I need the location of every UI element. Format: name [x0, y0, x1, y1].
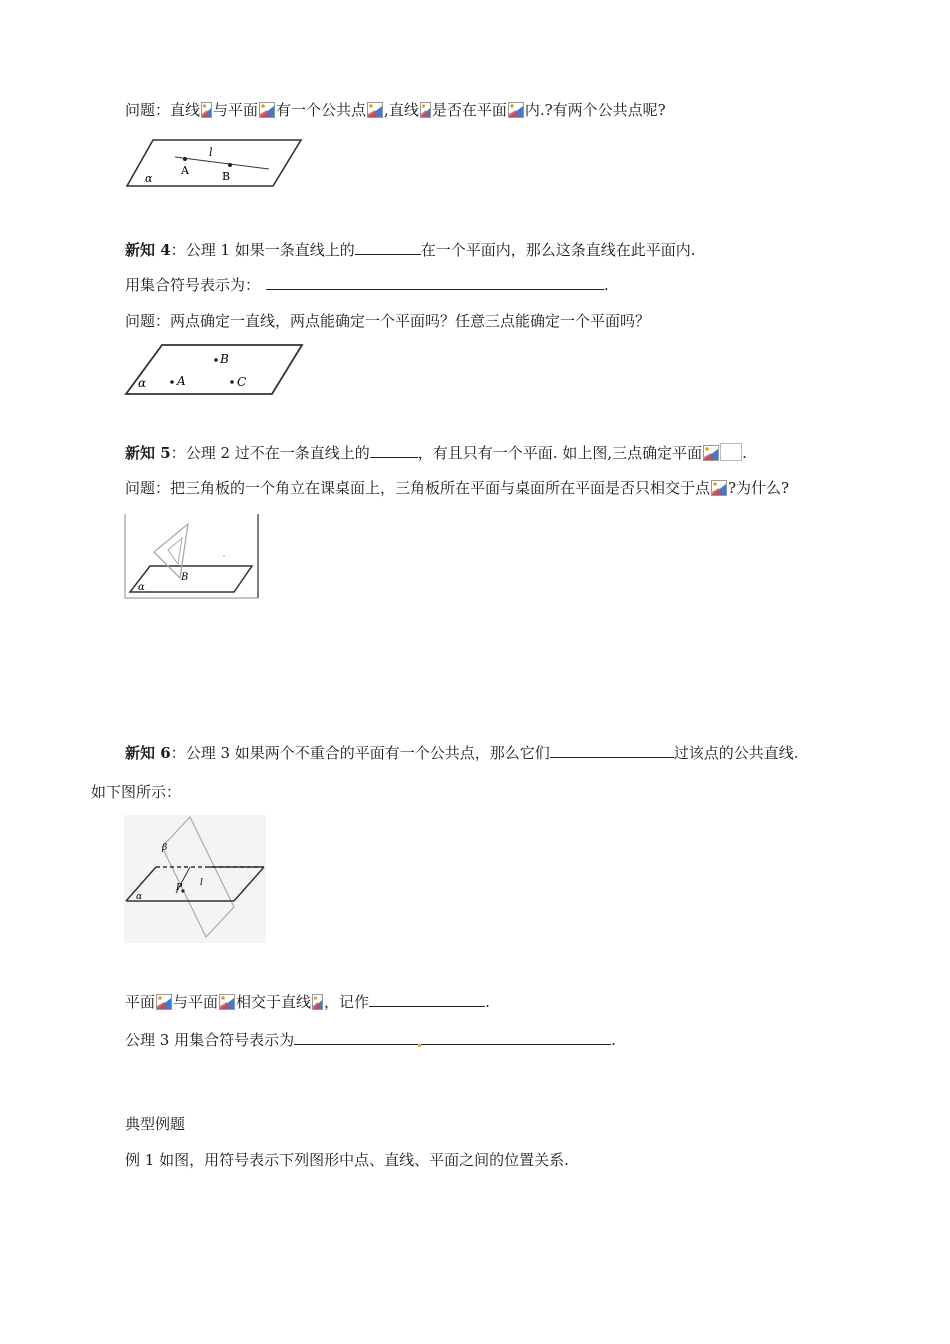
- rel-end: .: [485, 993, 490, 1011]
- broken-image-icon: [508, 102, 524, 118]
- nk6-label: 新知 6: [125, 744, 171, 762]
- fig1-label-alpha: α: [145, 172, 153, 185]
- question-1: [125, 100, 666, 120]
- fig2-label-c: C: [237, 375, 247, 389]
- fig4-label-beta: β: [162, 843, 168, 853]
- set1-end: .: [604, 276, 609, 294]
- fig2-label-a: A: [177, 374, 186, 388]
- q1-text-6: 内.?有两个公共点呢?: [524, 101, 666, 119]
- q1-text-1: 问题：直线: [125, 101, 201, 119]
- rel-text-1: 平面: [125, 993, 156, 1011]
- image-placeholder-box: [720, 443, 742, 461]
- q1-text-5: 是否在平面: [431, 101, 507, 119]
- q1-text-2: 与平面: [213, 101, 259, 119]
- nk4-colon: ：: [170, 241, 186, 259]
- nk4-blank: [355, 240, 421, 255]
- new-knowledge-5: [125, 443, 747, 463]
- broken-image-icon: [259, 102, 275, 118]
- nk5-blank: [370, 443, 418, 458]
- fig3-label-alpha: α: [138, 582, 145, 593]
- nk5-end: .: [742, 444, 747, 462]
- nk4-text-1: 公理 1 如果一条直线上的: [185, 241, 355, 259]
- broken-image-icon: [703, 445, 719, 461]
- new-knowledge-6: [125, 743, 799, 763]
- nk6-blank: [550, 743, 674, 758]
- q1-text-4: ,直线: [384, 101, 419, 119]
- broken-image-icon: [367, 102, 383, 118]
- typical-examples-heading: [125, 1114, 185, 1134]
- ax3-end: .: [611, 1031, 616, 1049]
- nk6-text-2: 过该点的公共直线.: [673, 744, 799, 762]
- fig2-label-alpha: α: [138, 376, 147, 390]
- question-3: [125, 478, 789, 498]
- rel-text-2: 与平面: [173, 993, 219, 1011]
- broken-image-icon: [219, 994, 235, 1010]
- broken-image-icon: [420, 102, 431, 118]
- planes-intersect-line: [125, 992, 490, 1012]
- q3-text-1: 问题：把三角板的一个角立在课桌面上，三角板所在平面与桌面所在平面是否只相交于点: [125, 479, 711, 497]
- rel-text-4: ，记作: [324, 993, 370, 1011]
- question-2: [125, 311, 650, 331]
- ex1-text: 例 1 如图，用符号表示下列图形中点、直线、平面之间的位置关系.: [125, 1151, 569, 1169]
- figure-line-in-plane: [125, 136, 305, 192]
- rel-text-3: 相交于直线: [236, 993, 312, 1011]
- broken-image-icon: [156, 994, 172, 1010]
- nk5-label: 新知 5: [125, 444, 171, 462]
- nk5-text-1: 公理 2 过不在一条直线上的: [185, 444, 370, 462]
- fig2-label-b: B: [220, 352, 229, 366]
- fig4-label-alpha: α: [136, 892, 143, 902]
- nk6-text-1: 公理 3 如果两个不重合的平面有一个公共点，那么它们: [185, 744, 550, 762]
- rel-blank: [369, 992, 485, 1007]
- q3-text-2: ?为什么?: [728, 479, 790, 497]
- nk5-colon: ：: [170, 444, 186, 462]
- typical-text: 典型例题: [125, 1115, 186, 1133]
- fig4-label-p: P: [176, 883, 183, 893]
- q2-text: 问题：两点确定一直线，两点能确定一个平面吗？任意三点能确定一个平面吗？: [125, 312, 651, 330]
- set-notation-1: [125, 275, 609, 295]
- nk6-colon: ：: [170, 744, 186, 762]
- fig1-label-l: l: [209, 146, 213, 159]
- set1-blank: [266, 275, 604, 290]
- axiom-3-set-notation: [125, 1030, 616, 1050]
- nk4-label: 新知 4: [125, 241, 171, 259]
- broken-image-icon: [312, 994, 323, 1010]
- figure-triangle-on-plane: [124, 512, 260, 600]
- nk4-text-2: 在一个平面内，那么这条直线在此平面内.: [420, 241, 696, 259]
- example-1: [125, 1150, 569, 1170]
- fig1-label-a: A: [181, 164, 189, 177]
- fig1-label-b: B: [222, 170, 231, 183]
- figure-intersecting-planes: [124, 815, 266, 943]
- figure-three-points: [124, 342, 306, 398]
- broken-image-icon: [201, 102, 212, 118]
- ax3-text: 公理 3 用集合符号表示为: [125, 1031, 295, 1049]
- ax3-blank-1: [294, 1030, 418, 1045]
- ax3-blank-2: [421, 1030, 611, 1045]
- q1-text-3: 有一个公共点: [276, 101, 367, 119]
- set1-text: 用集合符号表示为：: [125, 276, 261, 294]
- new-knowledge-4: [125, 240, 696, 260]
- nk5-text-2: ，有且只有一个平面. 如上图,三点确定平面: [417, 444, 703, 462]
- fig4-label-l: l: [200, 878, 203, 888]
- as-shown-below: [91, 782, 181, 802]
- fig3-label-b: B: [181, 572, 189, 583]
- broken-image-icon: [711, 480, 727, 496]
- below-text: 如下图所示：: [91, 783, 182, 801]
